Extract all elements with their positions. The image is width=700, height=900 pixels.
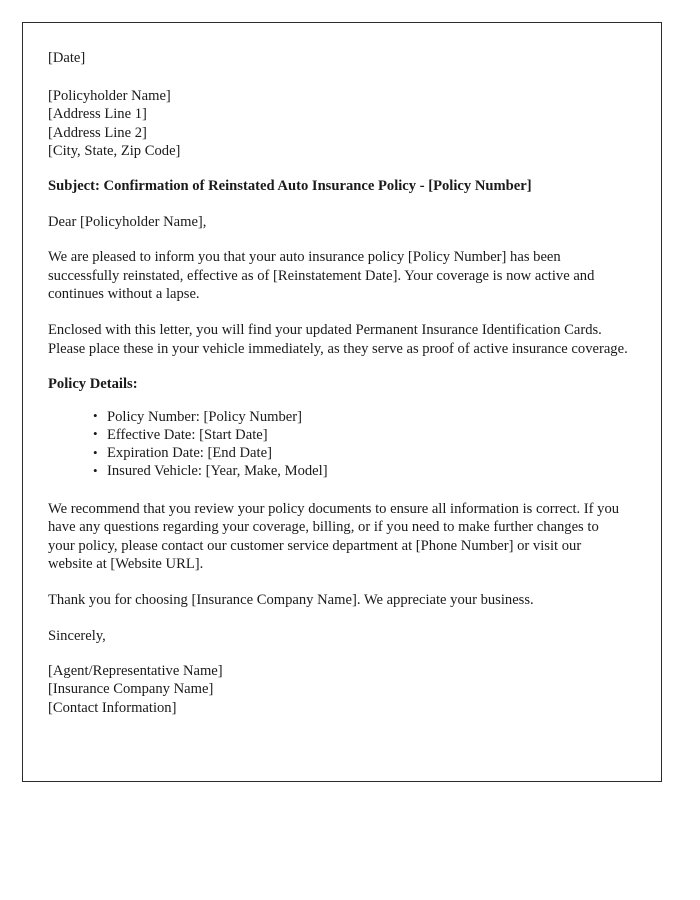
spacer	[48, 231, 637, 248]
letter-content	[23, 23, 661, 717]
list-item: • Insured Vehicle: [Year, Make, Model]	[93, 462, 637, 480]
body-paragraph-4: Thank you for choosing [Insurance Company Name]. We appreciate your business.	[48, 591, 534, 608]
list-item: • Effective Date: [Start Date]	[93, 426, 637, 444]
spacer	[48, 160, 637, 177]
salutation: Dear [Policyholder Name],	[48, 213, 207, 230]
signature-line-1: [Agent/Representative Name]	[48, 663, 223, 680]
signature-block	[48, 662, 637, 717]
signature-line-2: [Insurance Company Name]	[48, 681, 214, 698]
closing-salutation: Sincerely,	[48, 627, 106, 644]
letter-date: [Date]	[48, 50, 86, 66]
recipient-line-1: [Policyholder Name]	[48, 88, 171, 105]
recipient-line-4: [City, State, Zip Code]	[48, 142, 181, 159]
spacer	[48, 196, 637, 213]
spacer	[48, 574, 637, 591]
spacer	[48, 67, 637, 87]
recipient-line-2: [Address Line 1]	[48, 106, 147, 123]
list-item: • Policy Number: [Policy Number]	[93, 408, 637, 426]
recipient-address-block	[48, 87, 637, 160]
body-paragraph-1: We are pleased to inform you that your auto insurance policy [Policy Number] has been successfully reinstated, effective as of [Reinstatement Date]. Your coverage is now active and continues without a lapse.	[48, 249, 595, 303]
spacer	[48, 610, 637, 627]
spacer	[48, 358, 637, 375]
body-paragraph-3: We recommend that you review your policy documents to ensure all information is correct. If you have any questions regarding your coverage, billing, or if you need to make further changes to your policy, please contact our customer service department at [Phone Number] or visit our website at [Website URL].	[48, 500, 620, 573]
body-paragraph-2: Enclosed with this letter, you will find your updated Permanent Insurance Identification Cards. Please place these in your vehicle immediately, as they serve as proof of active insurance coverage.	[48, 321, 628, 357]
spacer	[48, 394, 637, 408]
spacer	[48, 481, 637, 500]
signature-line-3: [Contact Information]	[48, 699, 177, 716]
letter-page-border	[22, 22, 662, 782]
recipient-line-3: [Address Line 2]	[48, 124, 147, 141]
policy-details-list	[48, 408, 637, 481]
subject-line: Subject: Confirmation of Reinstated Auto Insurance Policy - [Policy Number]	[48, 178, 532, 195]
list-item: • Expiration Date: [End Date]	[93, 444, 637, 462]
policy-details-heading: Policy Details:	[48, 376, 138, 393]
spacer	[48, 645, 637, 662]
spacer	[48, 304, 637, 321]
